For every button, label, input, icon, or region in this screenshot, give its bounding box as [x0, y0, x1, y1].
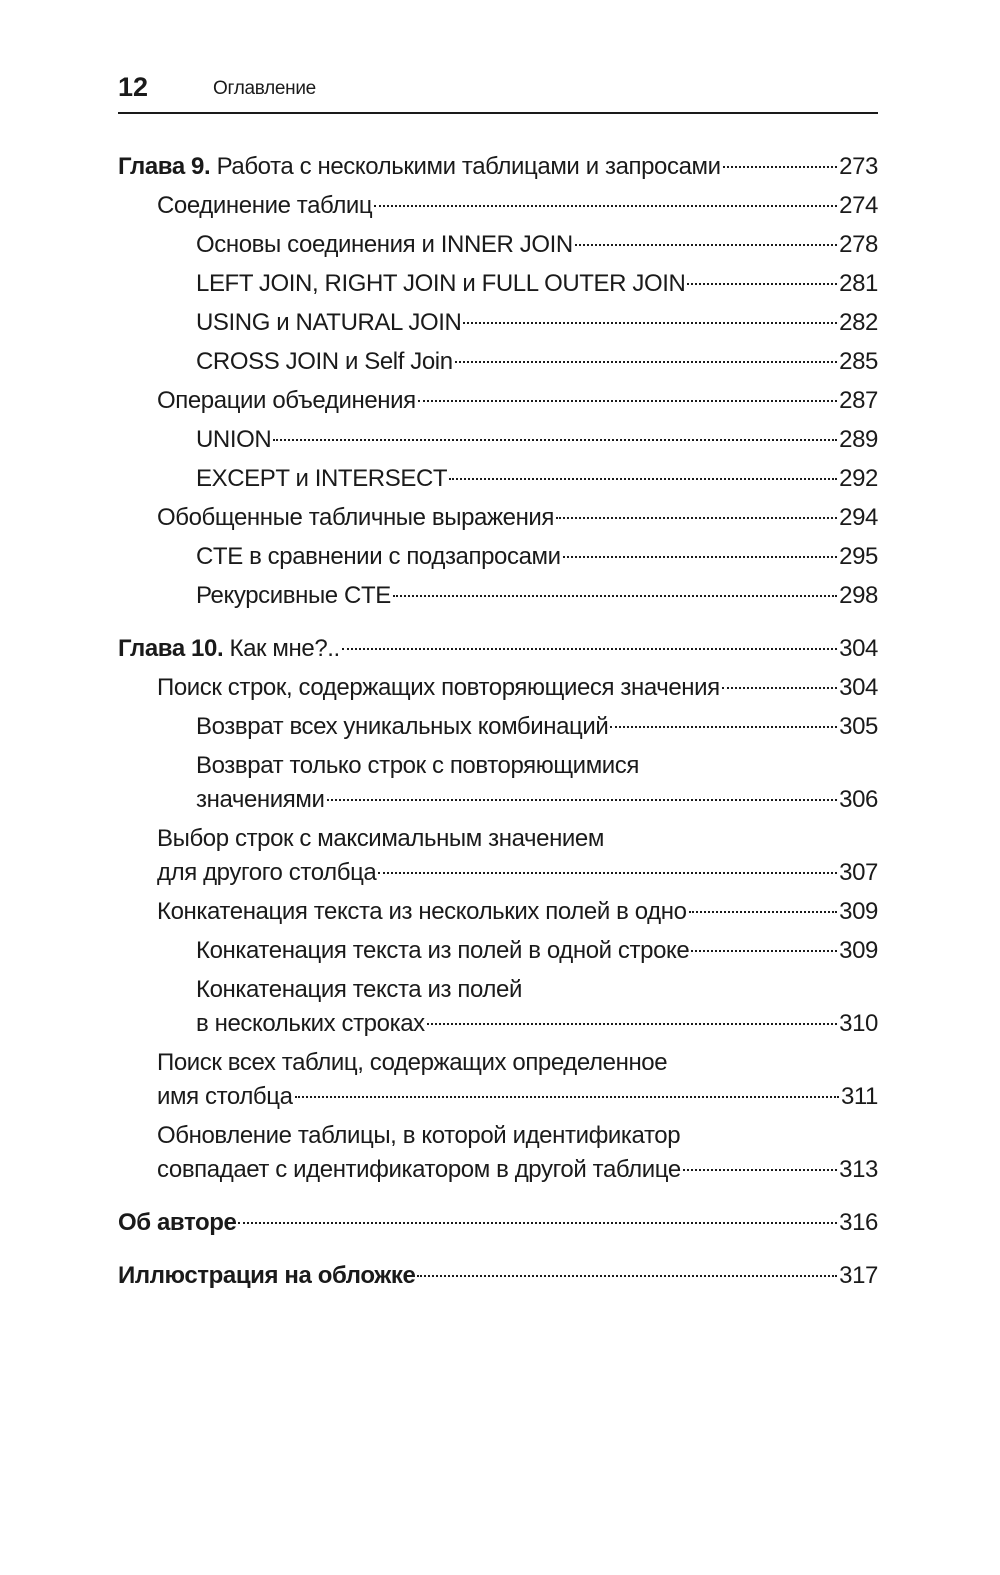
toc-page-number: 307 — [839, 859, 878, 886]
toc-entry-last-line — [157, 384, 878, 418]
toc-entry-title — [196, 579, 391, 613]
toc-entry-title-text: Конкатенация текста из нескольких полей в одно — [157, 898, 687, 925]
toc-page-number: 309 — [839, 937, 878, 964]
toc-entry[interactable] — [118, 306, 878, 340]
toc-entry-title — [196, 783, 325, 817]
dot-leader — [563, 556, 838, 558]
toc-entry-title-text: Возврат всех уникальных комбинаций — [196, 713, 609, 740]
toc-entry-title — [157, 895, 687, 929]
toc-page-number: 282 — [839, 309, 878, 336]
toc-entry-title-text: CROSS JOIN и Self Join — [196, 348, 453, 375]
toc-entry-last-line — [157, 501, 878, 535]
toc-entry-title — [157, 856, 376, 890]
toc-entry-last-line — [118, 150, 878, 184]
toc-entry-last-line — [196, 267, 878, 301]
toc-entry-last-line — [196, 462, 878, 496]
toc-entry[interactable] — [118, 462, 878, 496]
toc-entry[interactable] — [118, 1046, 878, 1114]
dot-leader — [689, 911, 838, 913]
toc-entry-title-text: Основы соединения и INNER JOIN — [196, 231, 573, 258]
toc-entry[interactable] — [118, 501, 878, 535]
toc-entry[interactable] — [118, 822, 878, 890]
toc-entry-title — [118, 632, 340, 666]
toc-entry-last-line — [157, 671, 878, 705]
toc-entry-title-text: Операции объединения — [157, 387, 416, 414]
toc-entry-title-text: совпадает с идентификатором в другой таблице — [157, 1156, 681, 1183]
toc-entry-last-line — [157, 1080, 878, 1114]
toc-entry-prefix: Глава 9. — [118, 153, 211, 180]
toc-entry-title-text: Поиск строк, содержащих повторяющиеся значения — [157, 674, 720, 701]
dot-leader — [393, 595, 837, 597]
toc-entry-title — [157, 671, 720, 705]
toc-page-number: 317 — [839, 1262, 878, 1289]
toc-entry-title-text: Соединение таблиц — [157, 192, 373, 219]
toc-entry-last-line — [196, 228, 878, 262]
toc-page-number: 316 — [839, 1209, 878, 1236]
toc-entry-title — [196, 345, 453, 379]
toc-entry-last-line — [196, 579, 878, 613]
dot-leader — [378, 872, 837, 874]
toc-entry-title — [196, 423, 271, 457]
toc-entry-prefix: Об авторе — [118, 1209, 237, 1236]
page-number: 12 — [118, 72, 149, 102]
toc-entry[interactable] — [118, 671, 878, 705]
toc-entry-title-line: Возврат только строк с повторяющимися — [196, 752, 639, 779]
toc-page-number: 313 — [839, 1156, 878, 1183]
toc-page-number: 287 — [839, 387, 878, 414]
toc-entry-title — [157, 501, 554, 535]
toc-entry-title-text: LEFT JOIN, RIGHT JOIN и FULL OUTER JOIN — [196, 270, 686, 297]
toc-entry[interactable] — [118, 632, 878, 666]
toc-entry[interactable] — [118, 150, 878, 184]
toc-entry-title-line: Поиск всех таблиц, содержащих определенное — [157, 1049, 668, 1076]
dot-leader — [374, 205, 837, 207]
toc-entry[interactable] — [118, 228, 878, 262]
dot-leader — [418, 400, 837, 402]
toc-page-number: 305 — [839, 713, 878, 740]
dot-leader — [723, 166, 837, 168]
running-head: Оглавление — [213, 78, 316, 99]
toc-page-number: 295 — [839, 543, 878, 570]
dot-leader — [575, 244, 837, 246]
dot-leader — [342, 648, 837, 650]
toc-page-number: 310 — [839, 1010, 878, 1037]
dot-leader — [238, 1222, 837, 1224]
toc-entry[interactable] — [118, 749, 878, 817]
toc-entry-title — [196, 462, 447, 496]
toc-entry-title-text: EXCEPT и INTERSECT — [196, 465, 448, 492]
toc-entry-last-line — [118, 1259, 878, 1293]
dot-leader — [427, 1023, 837, 1025]
toc-entry-title — [196, 934, 689, 968]
toc-entry-title-text: UNION — [196, 426, 272, 453]
toc-page-number: 274 — [839, 192, 878, 219]
toc-entry[interactable] — [118, 267, 878, 301]
toc-page-number: 298 — [839, 582, 878, 609]
toc-entry-last-line — [196, 1007, 878, 1041]
dot-leader — [683, 1169, 837, 1171]
toc-entry[interactable] — [118, 1259, 878, 1293]
toc-page-number: 278 — [839, 231, 878, 258]
toc-entry-title — [118, 150, 721, 184]
toc-entry-title-text: в нескольких строках — [196, 1010, 425, 1037]
toc-entry-title-text: USING и NATURAL JOIN — [196, 309, 462, 336]
toc-entry-title-text: Работа с несколькими таблицами и запросами — [216, 153, 721, 180]
toc-page-number: 309 — [839, 898, 878, 925]
toc-entry[interactable] — [118, 189, 878, 223]
toc-page-number: 292 — [839, 465, 878, 492]
toc-entry-title — [196, 710, 608, 744]
dot-leader — [327, 799, 838, 801]
toc-entry-title-text: Рекурсивные CTE — [196, 582, 391, 609]
toc-entry-last-line — [196, 540, 878, 574]
toc-entry[interactable] — [118, 710, 878, 744]
toc-entry-title — [118, 1259, 415, 1293]
toc-entry-title — [157, 384, 416, 418]
toc-page-number: 273 — [839, 153, 878, 180]
toc-entry-last-line — [157, 189, 878, 223]
dot-leader — [449, 478, 837, 480]
dot-leader — [463, 322, 837, 324]
toc-entry-title-text: Конкатенация текста из полей в одной строке — [196, 937, 690, 964]
toc-entry-title — [196, 267, 685, 301]
toc-entry[interactable] — [118, 540, 878, 574]
dot-leader — [556, 517, 837, 519]
toc-entry-last-line — [196, 783, 878, 817]
toc-entry-title — [157, 1080, 293, 1114]
toc-page-number: 306 — [839, 786, 878, 813]
toc-entry-title — [118, 1206, 236, 1240]
toc-entry-title-line: Обновление таблицы, в которой идентификатор — [157, 1122, 681, 1149]
toc-entry-last-line — [118, 632, 878, 666]
toc-entry-title — [196, 228, 573, 262]
toc-entry-title-line: Выбор строк с максимальным значением — [157, 825, 604, 852]
toc-entry-title-text: имя столбца — [157, 1083, 293, 1110]
toc-entry-last-line — [196, 710, 878, 744]
toc-entry-title — [157, 1153, 681, 1187]
dot-leader — [691, 950, 837, 952]
toc-entry-title-text: CTE в сравнении с подзапросами — [196, 543, 561, 570]
toc-page-number: 281 — [839, 270, 878, 297]
toc-entry-title — [196, 306, 461, 340]
toc-page-number: 311 — [840, 1083, 878, 1110]
dot-leader — [455, 361, 837, 363]
toc-entry[interactable] — [118, 1119, 878, 1187]
toc-entry-title-text: значениями — [196, 786, 325, 813]
dot-leader — [417, 1275, 837, 1277]
toc-page-number: 285 — [839, 348, 878, 375]
dot-leader — [273, 439, 837, 441]
toc-entry-last-line — [196, 934, 878, 968]
dot-leader — [295, 1096, 839, 1098]
table-of-contents — [118, 150, 878, 1298]
toc-entry-title — [157, 189, 372, 223]
toc-entry-title-line: Конкатенация текста из полей — [196, 976, 522, 1003]
toc-entry-title — [196, 540, 561, 574]
toc-entry-title — [196, 1007, 425, 1041]
toc-page-number: 294 — [839, 504, 878, 531]
toc-page-number: 289 — [839, 426, 878, 453]
toc-entry[interactable] — [118, 973, 878, 1041]
toc-entry[interactable] — [118, 423, 878, 457]
dot-leader — [610, 726, 837, 728]
toc-entry[interactable] — [118, 579, 878, 613]
toc-page-number: 304 — [839, 635, 878, 662]
toc-entry[interactable] — [118, 1206, 878, 1240]
toc-entry-prefix: Иллюстрация на обложке — [118, 1262, 416, 1289]
dot-leader — [722, 687, 837, 689]
toc-page-number: 304 — [839, 674, 878, 701]
toc-entry-last-line — [157, 856, 878, 890]
dot-leader — [687, 283, 837, 285]
toc-entry-last-line — [196, 345, 878, 379]
toc-entry[interactable] — [118, 345, 878, 379]
toc-entry-last-line — [157, 1153, 878, 1187]
toc-entry-last-line — [196, 306, 878, 340]
toc-entry-last-line — [196, 423, 878, 457]
toc-entry-title-text: Обобщенные табличные выражения — [157, 504, 555, 531]
toc-entry[interactable] — [118, 895, 878, 929]
toc-entry-prefix: Глава 10. — [118, 635, 224, 662]
toc-entry-last-line — [118, 1206, 878, 1240]
toc-entry-title-text: для другого столбца — [157, 859, 377, 886]
toc-entry-title-text: Как мне?.. — [229, 635, 340, 662]
toc-entry[interactable] — [118, 934, 878, 968]
toc-entry[interactable] — [118, 384, 878, 418]
toc-entry-last-line — [157, 895, 878, 929]
page-header — [118, 70, 878, 114]
